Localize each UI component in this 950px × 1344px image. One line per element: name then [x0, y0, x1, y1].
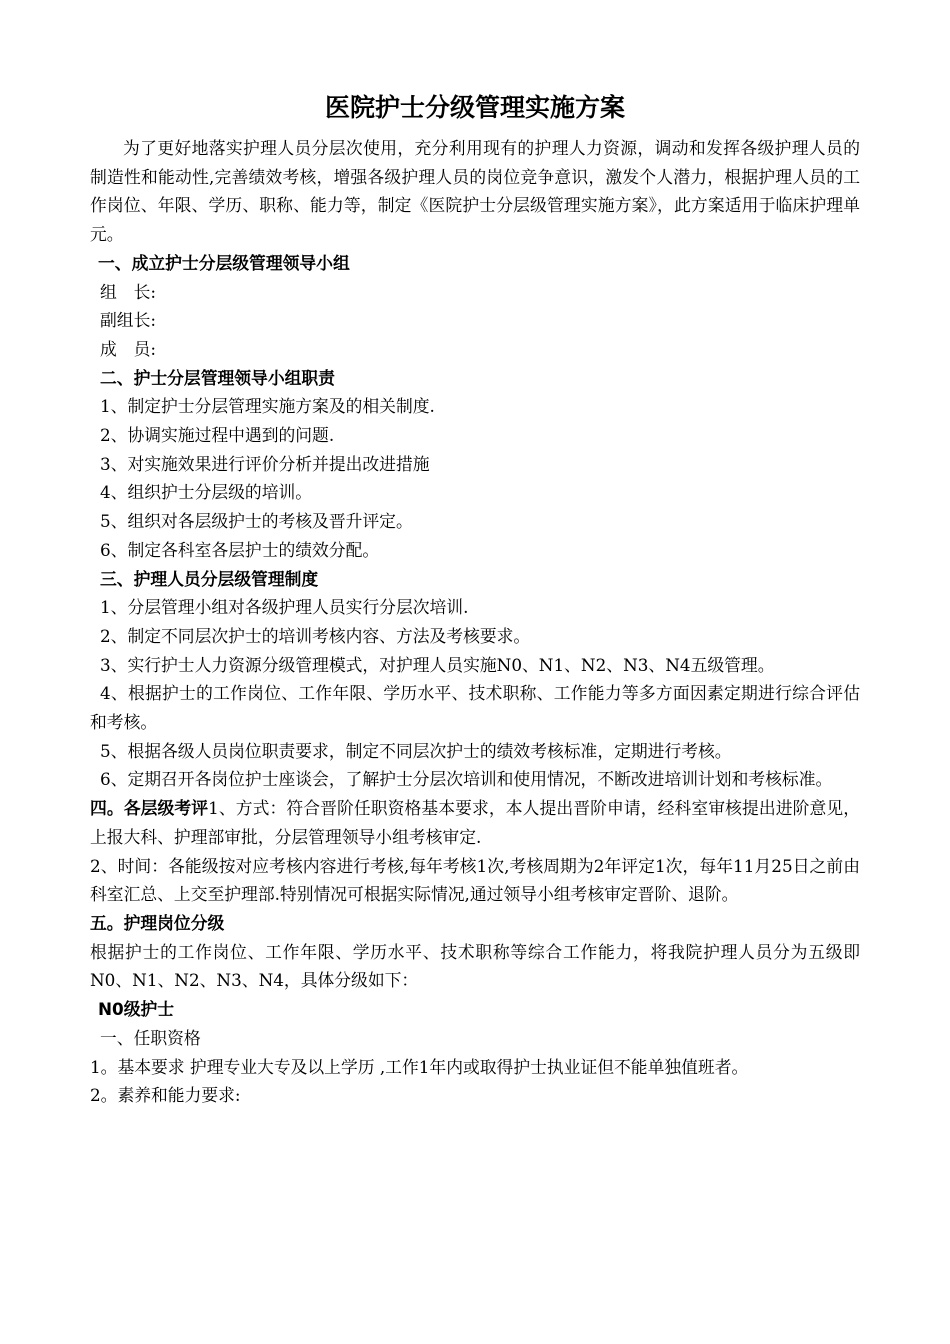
section-4-paragraph: [90, 794, 860, 851]
list-item: 4、根据护士的工作岗位、工作年限、学历水平、技术职称、工作能力等多方面因素定期进行综合评估和考核。: [90, 683, 860, 733]
list-item: 4、组织护士分层级的培训。: [100, 482, 313, 503]
list-item: 1、制定护士分层管理实施方案及的相关制度.: [100, 396, 435, 417]
list-item: 6、制定各科室各层护士的绩效分配。: [100, 539, 380, 560]
list-item: 5、根据各级人员岗位职责要求，制定不同层次护士的绩效考核标准，定期进行考核。: [100, 740, 732, 761]
list-item: 2、制定不同层次护士的培训考核内容、方法及考核要求。: [100, 625, 531, 646]
ability-requirement-line: 2。素养和能力要求:: [90, 1085, 241, 1106]
section-5-heading: 五。护理岗位分级: [90, 912, 225, 933]
list-item: 6、定期召开各岗位护士座谈会，了解护士分层次培训和使用情况，不断改进培训计划和考核标准。: [100, 769, 833, 790]
list-item: 3、对实施效果进行评价分析并提出改进措施: [100, 453, 430, 474]
section-1-heading: 一、成立护士分层级管理领导小组: [98, 252, 350, 273]
document-page: [90, 88, 860, 1110]
section-4-item-1: 1、方式：符合晋阶任职资格基本要求，本人提出晋阶申请，经科室审核提出进阶意见，上报大科、护理部审批，分层管理领导小组考核审定.: [90, 798, 860, 847]
qualification-heading: 一、任职资格: [100, 1027, 201, 1048]
list-item: 1、分层管理小组对各级护理人员实行分层次培训.: [100, 597, 469, 618]
n0-heading: N0级护士: [98, 999, 175, 1020]
intro-paragraph: 为了更好地落实护理人员分层次使用，充分利用现有的护理人力资源，调动和发挥各级护理人员的制造性和能动性,完善绩效考核，增强各级护理人员的岗位竞争意识，激发个人潜力，根据护理人员的工作岗位、年限、学历、职称、能力等，制定《医院护士分层级管理实施方案》，此方案适用于临床护理单元。: [90, 138, 860, 245]
members-line: 成 员:: [100, 338, 156, 359]
list-item: 2、协调实施过程中遇到的问题.: [100, 425, 335, 446]
section-4-item-2: 2、时间：各能级按对应考核内容进行考核,每年考核1次,考核周期为2年评定1次，每年11月25日之前由科室汇总、上交至护理部.特别情况可根据实际情况,通过领导小组考核审定晋阶、退阶。: [90, 855, 860, 905]
section-4-heading: 四。各层级考评: [90, 798, 209, 819]
group-leader-line: 组 长:: [100, 281, 156, 302]
deputy-leader-line: 副组长:: [100, 310, 156, 331]
list-item: 3、实行护士人力资源分级管理模式，对护理人员实施N0、N1、N2、N3、N4五级管理。: [100, 654, 775, 675]
section-2-heading: 二、护士分层管理领导小组职责: [100, 367, 335, 388]
section-3-heading: 三、护理人员分层级管理制度: [100, 568, 319, 589]
section-5-text: 根据护士的工作岗位、工作年限、学历水平、技术职称等综合工作能力，将我院护理人员分为五级即N0、N1、N2、N3、N4，具体分级如下：: [90, 941, 860, 991]
basic-requirement-line: 1。基本要求 护理专业大专及以上学历 ,工作1年内或取得护士执业证但不能单独值班者。: [90, 1056, 749, 1077]
list-item: 5、组织对各层级护士的考核及晋升评定。: [100, 511, 413, 532]
document-title: 医院护士分级管理实施方案: [324, 93, 625, 122]
